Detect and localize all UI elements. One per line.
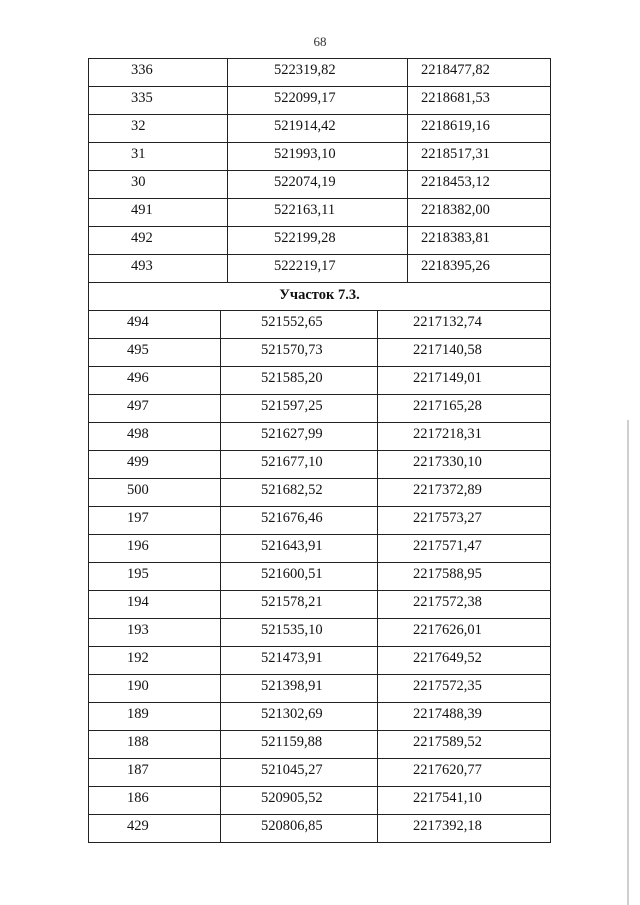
column-divider bbox=[377, 591, 378, 618]
column-divider bbox=[407, 59, 408, 86]
column-divider bbox=[220, 563, 221, 590]
y-coordinate-cell: 2217541,10 bbox=[413, 790, 482, 806]
table-row bbox=[88, 451, 551, 479]
x-coordinate-cell: 521597,25 bbox=[261, 398, 323, 414]
point-number-cell: 187 bbox=[127, 762, 149, 778]
y-coordinate-cell: 2217330,10 bbox=[413, 454, 482, 470]
table-row bbox=[88, 815, 551, 843]
section-title: Участок 7.3. bbox=[279, 287, 360, 303]
x-coordinate-cell: 521570,73 bbox=[261, 342, 323, 358]
column-divider bbox=[377, 647, 378, 674]
point-number-cell: 494 bbox=[127, 314, 149, 330]
point-number-cell: 193 bbox=[127, 622, 149, 638]
column-divider bbox=[407, 255, 408, 282]
column-divider bbox=[220, 367, 221, 394]
x-coordinate-cell: 521398,91 bbox=[261, 678, 323, 694]
point-number-cell: 335 bbox=[131, 90, 153, 106]
y-coordinate-cell: 2217572,38 bbox=[413, 594, 482, 610]
x-coordinate-cell: 521682,52 bbox=[261, 482, 323, 498]
y-coordinate-cell: 2218619,16 bbox=[421, 118, 490, 134]
x-coordinate-cell: 521993,10 bbox=[274, 146, 336, 162]
x-coordinate-cell: 521627,99 bbox=[261, 426, 323, 442]
column-divider bbox=[220, 535, 221, 562]
column-divider bbox=[377, 703, 378, 730]
point-number-cell: 492 bbox=[131, 230, 153, 246]
point-number-cell: 30 bbox=[131, 174, 146, 190]
x-coordinate-cell: 521578,21 bbox=[261, 594, 323, 610]
y-coordinate-cell: 2218383,81 bbox=[421, 230, 490, 246]
column-divider bbox=[220, 339, 221, 366]
column-divider bbox=[377, 311, 378, 338]
x-coordinate-cell: 521600,51 bbox=[261, 566, 323, 582]
column-divider bbox=[220, 815, 221, 842]
column-divider bbox=[220, 759, 221, 786]
column-divider bbox=[220, 703, 221, 730]
point-number-cell: 197 bbox=[127, 510, 149, 526]
x-coordinate-cell: 521585,20 bbox=[261, 370, 323, 386]
y-coordinate-cell: 2217218,31 bbox=[413, 426, 482, 442]
column-divider bbox=[227, 59, 228, 86]
table-row bbox=[88, 787, 551, 815]
column-divider bbox=[407, 227, 408, 254]
scan-edge-line bbox=[627, 420, 629, 905]
point-number-cell: 194 bbox=[127, 594, 149, 610]
column-divider bbox=[220, 619, 221, 646]
point-number-cell: 195 bbox=[127, 566, 149, 582]
y-coordinate-cell: 2217571,47 bbox=[413, 538, 482, 554]
table-row bbox=[88, 731, 551, 759]
point-number-cell: 32 bbox=[131, 118, 146, 134]
y-coordinate-cell: 2217620,77 bbox=[413, 762, 482, 778]
table-row bbox=[88, 535, 551, 563]
x-coordinate-cell: 521473,91 bbox=[261, 650, 323, 666]
point-number-cell: 497 bbox=[127, 398, 149, 414]
page-number: 68 bbox=[313, 34, 327, 49]
column-divider bbox=[220, 591, 221, 618]
column-divider bbox=[220, 507, 221, 534]
y-coordinate-cell: 2217165,28 bbox=[413, 398, 482, 414]
column-divider bbox=[220, 395, 221, 422]
x-coordinate-cell: 521676,46 bbox=[261, 510, 323, 526]
x-coordinate-cell: 521159,88 bbox=[261, 734, 323, 750]
column-divider bbox=[227, 227, 228, 254]
y-coordinate-cell: 2217572,35 bbox=[413, 678, 482, 694]
point-number-cell: 429 bbox=[127, 818, 149, 834]
y-coordinate-cell: 2217372,89 bbox=[413, 482, 482, 498]
point-number-cell: 186 bbox=[127, 790, 149, 806]
table-row bbox=[88, 143, 551, 171]
column-divider bbox=[377, 479, 378, 506]
table-row bbox=[88, 563, 551, 591]
table-row bbox=[88, 395, 551, 423]
point-number-cell: 196 bbox=[127, 538, 149, 554]
table-row bbox=[88, 311, 551, 339]
y-coordinate-cell: 2218517,31 bbox=[421, 146, 490, 162]
point-number-cell: 336 bbox=[131, 62, 153, 78]
point-number-cell: 188 bbox=[127, 734, 149, 750]
table-row bbox=[88, 423, 551, 451]
x-coordinate-cell: 522099,17 bbox=[274, 90, 336, 106]
column-divider bbox=[377, 787, 378, 814]
x-coordinate-cell: 522163,11 bbox=[274, 202, 336, 218]
column-divider bbox=[407, 171, 408, 198]
table-row bbox=[88, 87, 551, 115]
table-row bbox=[88, 759, 551, 787]
column-divider bbox=[377, 451, 378, 478]
section-heading-row bbox=[88, 283, 551, 311]
table-row bbox=[88, 339, 551, 367]
column-divider bbox=[227, 115, 228, 142]
point-number-cell: 499 bbox=[127, 454, 149, 470]
point-number-cell: 190 bbox=[127, 678, 149, 694]
column-divider bbox=[220, 423, 221, 450]
y-coordinate-cell: 2217588,95 bbox=[413, 566, 482, 582]
x-coordinate-cell: 521643,91 bbox=[261, 538, 323, 554]
x-coordinate-cell: 522219,17 bbox=[274, 258, 336, 274]
column-divider bbox=[220, 451, 221, 478]
y-coordinate-cell: 2217392,18 bbox=[413, 818, 482, 834]
column-divider bbox=[227, 143, 228, 170]
table-row bbox=[88, 199, 551, 227]
table-row bbox=[88, 171, 551, 199]
table-row bbox=[88, 367, 551, 395]
point-number-cell: 495 bbox=[127, 342, 149, 358]
table-row bbox=[88, 507, 551, 535]
column-divider bbox=[407, 143, 408, 170]
column-divider bbox=[407, 115, 408, 142]
y-coordinate-cell: 2217132,74 bbox=[413, 314, 482, 330]
x-coordinate-cell: 522319,82 bbox=[274, 62, 336, 78]
column-divider bbox=[377, 731, 378, 758]
x-coordinate-cell: 522199,28 bbox=[274, 230, 336, 246]
point-number-cell: 498 bbox=[127, 426, 149, 442]
y-coordinate-cell: 2217140,58 bbox=[413, 342, 482, 358]
table-row bbox=[88, 255, 551, 283]
column-divider bbox=[377, 367, 378, 394]
table-row bbox=[88, 647, 551, 675]
column-divider bbox=[377, 759, 378, 786]
y-coordinate-cell: 2218382,00 bbox=[421, 202, 490, 218]
table-row bbox=[88, 675, 551, 703]
table-row bbox=[88, 58, 551, 87]
point-number-cell: 493 bbox=[131, 258, 153, 274]
column-divider bbox=[377, 563, 378, 590]
column-divider bbox=[227, 255, 228, 282]
coordinates-table bbox=[88, 58, 551, 843]
y-coordinate-cell: 2217649,52 bbox=[413, 650, 482, 666]
column-divider bbox=[377, 675, 378, 702]
x-coordinate-cell: 521535,10 bbox=[261, 622, 323, 638]
column-divider bbox=[377, 339, 378, 366]
x-coordinate-cell: 521045,27 bbox=[261, 762, 323, 778]
column-divider bbox=[220, 731, 221, 758]
column-divider bbox=[220, 647, 221, 674]
y-coordinate-cell: 2218681,53 bbox=[421, 90, 490, 106]
point-number-cell: 189 bbox=[127, 706, 149, 722]
point-number-cell: 491 bbox=[131, 202, 153, 218]
x-coordinate-cell: 522074,19 bbox=[274, 174, 336, 190]
point-number-cell: 500 bbox=[127, 482, 149, 498]
x-coordinate-cell: 521914,42 bbox=[274, 118, 336, 134]
column-divider bbox=[220, 675, 221, 702]
y-coordinate-cell: 2217626,01 bbox=[413, 622, 482, 638]
table-row bbox=[88, 619, 551, 647]
y-coordinate-cell: 2217589,52 bbox=[413, 734, 482, 750]
x-coordinate-cell: 521552,65 bbox=[261, 314, 323, 330]
column-divider bbox=[227, 171, 228, 198]
column-divider bbox=[220, 479, 221, 506]
table-row bbox=[88, 227, 551, 255]
y-coordinate-cell: 2218453,12 bbox=[421, 174, 490, 190]
x-coordinate-cell: 520905,52 bbox=[261, 790, 323, 806]
y-coordinate-cell: 2217488,39 bbox=[413, 706, 482, 722]
point-number-cell: 496 bbox=[127, 370, 149, 386]
point-number-cell: 192 bbox=[127, 650, 149, 666]
column-divider bbox=[377, 815, 378, 842]
column-divider bbox=[220, 787, 221, 814]
table-row bbox=[88, 115, 551, 143]
column-divider bbox=[220, 311, 221, 338]
y-coordinate-cell: 2217149,01 bbox=[413, 370, 482, 386]
y-coordinate-cell: 2218395,26 bbox=[421, 258, 490, 274]
point-number-cell: 31 bbox=[131, 146, 146, 162]
x-coordinate-cell: 520806,85 bbox=[261, 818, 323, 834]
y-coordinate-cell: 2218477,82 bbox=[421, 62, 490, 78]
table-row bbox=[88, 703, 551, 731]
column-divider bbox=[377, 507, 378, 534]
column-divider bbox=[377, 619, 378, 646]
y-coordinate-cell: 2217573,27 bbox=[413, 510, 482, 526]
column-divider bbox=[227, 199, 228, 226]
x-coordinate-cell: 521677,10 bbox=[261, 454, 323, 470]
table-row bbox=[88, 591, 551, 619]
x-coordinate-cell: 521302,69 bbox=[261, 706, 323, 722]
table-row bbox=[88, 479, 551, 507]
column-divider bbox=[407, 87, 408, 114]
column-divider bbox=[377, 535, 378, 562]
column-divider bbox=[377, 395, 378, 422]
column-divider bbox=[377, 423, 378, 450]
column-divider bbox=[227, 87, 228, 114]
column-divider bbox=[407, 199, 408, 226]
